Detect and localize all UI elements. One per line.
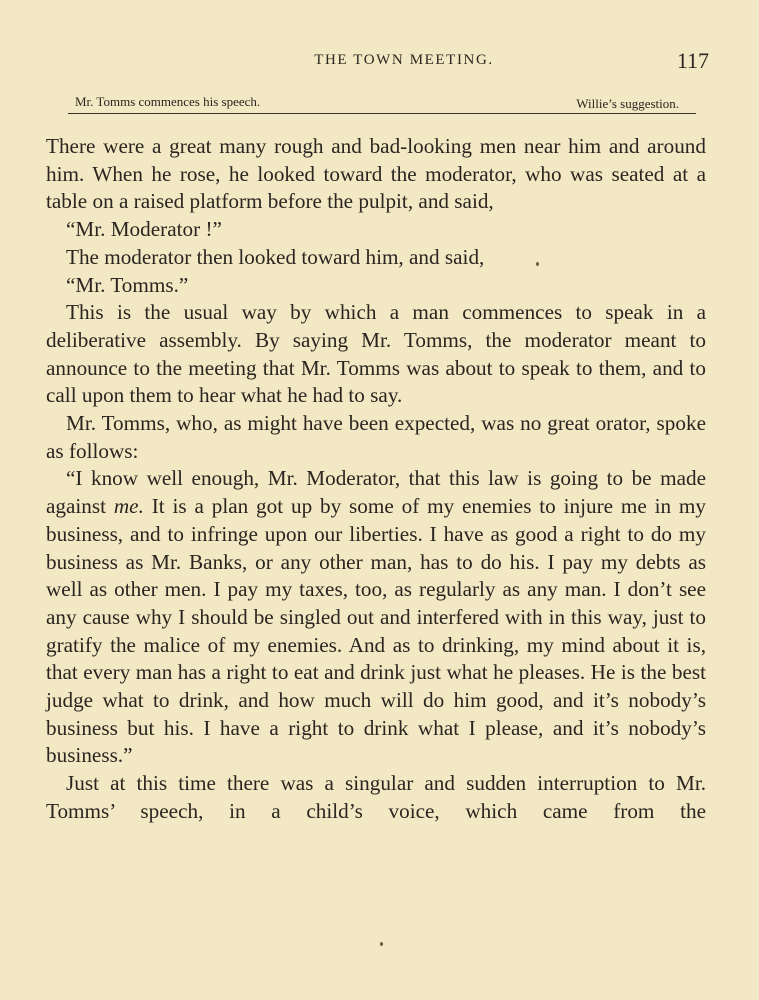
paragraph-4: “Mr. Tomms.” — [66, 272, 189, 297]
marginal-notes — [75, 92, 683, 112]
sidenote-right: Willie’s suggestion. — [576, 96, 679, 111]
paragraph-3: The moderator then looked toward him, and said, — [66, 244, 485, 269]
emphasis-me: me. — [113, 494, 144, 519]
paragraph-6-text: Mr. Tomms, who, as might have been expected, was no great orator, spoke as follows: — [46, 411, 706, 463]
sidenote-left: Mr. Tomms commences his speech. — [75, 94, 261, 109]
paragraph-2: “Mr. Moderator !” — [66, 217, 222, 242]
paragraph-7-start: “I know well enough, Mr. Moderator, that this law is going to be made against — [46, 466, 706, 519]
paragraph-8: Just at this time there was a singular and sudden interruption to Mr. Tomms’ speech, in a child’s voice, which came from the — [46, 771, 706, 823]
body-text — [46, 133, 706, 826]
paragraph-7 — [46, 465, 706, 770]
paragraph-6 — [46, 410, 706, 465]
paragraph-1: There were a great many rough and bad-looking men near him and around him. When he rose, he looked toward the moderator, who was seated at a table on a raised platform before the pulpit, and said, — [46, 134, 706, 214]
paragraph-7-rest: It is a plan got up by some of my enemies to injure me in my business, and to infringe upon our liberties. I have as good a right to do my business as Mr. Banks, or any other man, has to do his. I pay my debts as well as other men. I pay my taxes, too, as regularly as any man. I don’t see any cause why I should be singled out and interfered with in this way, just to gratify the malice of my enemies. And as to drinking, my mind about it is, that every man has a right to eat and drink just what he pleases. He is the best judge what to drink, and how much will do him good, and it’s nobody’s business but his. I have a right to drink what I please, and it’s nobody’s business.” — [46, 494, 706, 768]
page-number: 117 — [676, 48, 709, 73]
ink-speck — [380, 942, 383, 946]
running-title: THE TOWN MEETING. — [314, 52, 494, 68]
header-rule — [68, 113, 696, 114]
ink-speck — [536, 262, 539, 266]
paragraph-5: This is the usual way by which a man commences to speak in a deliberative assembly. By saying Mr. Tomms, the moderator meant to announce to the meeting that Mr. Tomms was about to speak to them, and to call upon them to hear what he had to say. — [46, 300, 706, 408]
running-head — [75, 48, 709, 76]
